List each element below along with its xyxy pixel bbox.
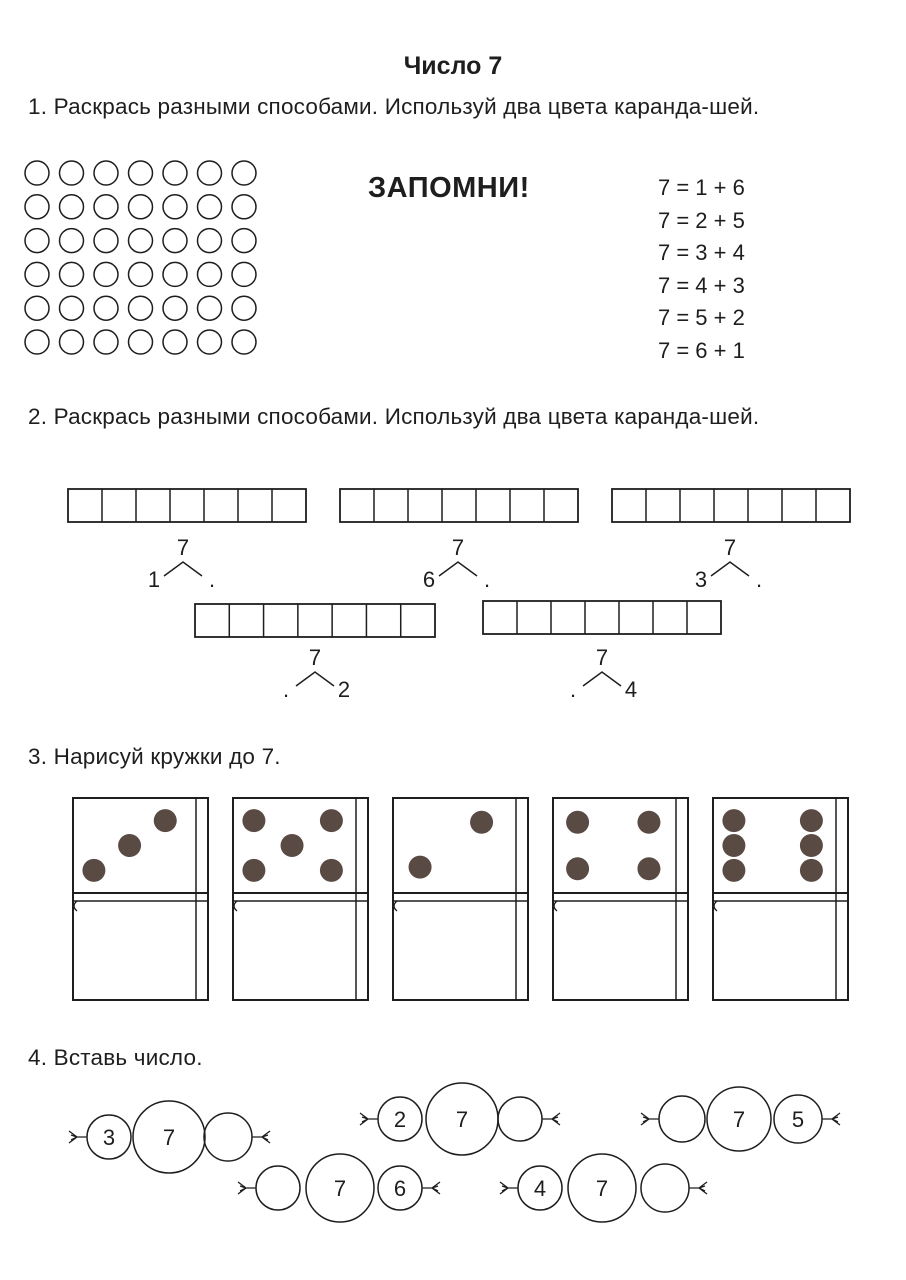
number-strip bbox=[340, 489, 578, 592]
split-right-number: . bbox=[208, 567, 216, 592]
grid-circle bbox=[198, 330, 222, 354]
grid-circle bbox=[60, 262, 84, 286]
grid-circle bbox=[60, 195, 84, 219]
grid-circle bbox=[25, 296, 49, 320]
bead-number: 7 bbox=[595, 1176, 609, 1201]
domino-notch bbox=[394, 901, 397, 911]
chain-knot-left bbox=[69, 1131, 87, 1143]
grid-circle bbox=[232, 262, 256, 286]
bead-number: 7 bbox=[333, 1176, 347, 1201]
chain-bead bbox=[659, 1096, 705, 1142]
grid-circle bbox=[129, 262, 153, 286]
chain-bead bbox=[256, 1166, 300, 1210]
chain-knot-left bbox=[500, 1182, 518, 1194]
strip-frame bbox=[68, 489, 306, 522]
domino-pip bbox=[470, 811, 493, 834]
split-branch bbox=[711, 562, 749, 576]
chain-knot-right bbox=[252, 1131, 270, 1143]
domino-pip bbox=[637, 857, 660, 880]
grid-circle bbox=[94, 296, 118, 320]
strip-frame bbox=[340, 489, 578, 522]
bead-number: 3 bbox=[102, 1125, 116, 1150]
fact-6: 7 = 6 + 1 bbox=[658, 337, 745, 363]
domino-pip bbox=[242, 859, 265, 882]
split-right-number: 4 bbox=[624, 677, 638, 702]
grid-circle bbox=[60, 161, 84, 185]
domino bbox=[73, 798, 208, 1000]
bead-number: 7 bbox=[162, 1125, 176, 1150]
bead-chain bbox=[500, 1154, 707, 1222]
domino-pip bbox=[320, 809, 343, 832]
bead-number: 6 bbox=[393, 1176, 407, 1201]
grid-circle bbox=[94, 330, 118, 354]
domino-pip bbox=[722, 859, 745, 882]
page-title: Число 7 bbox=[403, 52, 503, 80]
domino-pip bbox=[566, 857, 589, 880]
grid-circle bbox=[198, 161, 222, 185]
domino-pip bbox=[281, 834, 304, 857]
number-strip bbox=[483, 601, 721, 702]
split-left-number: 1 bbox=[147, 567, 161, 592]
split-left-number: 6 bbox=[422, 567, 436, 592]
fact-4: 7 = 4 + 3 bbox=[658, 272, 745, 298]
grid-circle bbox=[232, 195, 256, 219]
grid-circle bbox=[163, 296, 187, 320]
split-right-number: 2 bbox=[337, 677, 351, 702]
remember-label: ЗАПОМНИ! bbox=[368, 172, 530, 204]
split-left-number: . bbox=[569, 677, 577, 702]
grid-circle bbox=[129, 161, 153, 185]
split-top-number: 7 bbox=[595, 645, 609, 670]
chain-bead bbox=[641, 1164, 689, 1212]
split-top-number: 7 bbox=[723, 535, 737, 560]
grid-circle bbox=[94, 195, 118, 219]
grid-circle bbox=[25, 229, 49, 253]
bead-chain bbox=[238, 1154, 440, 1222]
grid-circle bbox=[94, 229, 118, 253]
grid-circle bbox=[60, 229, 84, 253]
bead-chain bbox=[360, 1083, 560, 1155]
split-left-number: 3 bbox=[694, 567, 708, 592]
grid-circle bbox=[232, 330, 256, 354]
split-branch bbox=[296, 672, 334, 686]
split-left-number: . bbox=[282, 677, 290, 702]
chain-knot-right bbox=[689, 1182, 707, 1194]
split-top-number: 7 bbox=[308, 645, 322, 670]
chain-knot-right bbox=[422, 1182, 440, 1194]
domino-pip bbox=[409, 856, 432, 879]
domino bbox=[393, 798, 528, 1000]
grid-circle bbox=[25, 330, 49, 354]
grid-circle bbox=[163, 330, 187, 354]
domino-pip bbox=[242, 809, 265, 832]
domino-notch bbox=[234, 901, 237, 911]
chain-knot-left bbox=[238, 1182, 256, 1194]
domino-notch bbox=[554, 901, 557, 911]
domino-pip bbox=[800, 859, 823, 882]
grid-circle bbox=[198, 195, 222, 219]
grid-circle bbox=[163, 195, 187, 219]
domino bbox=[553, 798, 688, 1000]
grid-circle bbox=[129, 195, 153, 219]
fact-1: 7 = 1 + 6 bbox=[658, 175, 745, 200]
grid-circle bbox=[163, 161, 187, 185]
domino bbox=[233, 798, 368, 1000]
fact-3: 7 = 3 + 4 bbox=[658, 240, 745, 265]
domino-frame bbox=[73, 798, 208, 1000]
chain-bead bbox=[498, 1097, 542, 1141]
strip-frame bbox=[483, 601, 721, 634]
circle-grid bbox=[25, 161, 256, 354]
chain-bead bbox=[204, 1113, 252, 1161]
task-4-instruction: 4. Вставь число. bbox=[28, 1045, 203, 1070]
chain-knot-left bbox=[360, 1113, 378, 1125]
split-branch bbox=[583, 672, 621, 686]
domino bbox=[713, 798, 848, 1000]
bead-number: 5 bbox=[791, 1107, 805, 1132]
bead-number: 7 bbox=[732, 1107, 746, 1132]
grid-circle bbox=[198, 296, 222, 320]
grid-circle bbox=[232, 296, 256, 320]
fact-2: 7 = 2 + 5 bbox=[658, 207, 745, 233]
chain-knot-right bbox=[542, 1113, 560, 1125]
grid-circle bbox=[25, 161, 49, 185]
grid-circle bbox=[129, 296, 153, 320]
fact-5: 7 = 5 + 2 bbox=[658, 305, 745, 330]
grid-circle bbox=[60, 330, 84, 354]
strip-frame bbox=[612, 489, 850, 522]
grid-circle bbox=[60, 296, 84, 320]
domino-frame bbox=[393, 798, 528, 1000]
grid-circle bbox=[94, 262, 118, 286]
split-branch bbox=[439, 562, 477, 576]
number-strip bbox=[68, 489, 306, 592]
task-2-instruction: 2. Раскрась разными способами. Используй два цвета каранда-шей. bbox=[28, 404, 760, 429]
bead-number: 7 bbox=[455, 1107, 469, 1132]
chain-knot-left bbox=[641, 1113, 659, 1125]
domino-pip bbox=[800, 809, 823, 832]
grid-circle bbox=[198, 262, 222, 286]
grid-circle bbox=[129, 330, 153, 354]
grid-circle bbox=[232, 229, 256, 253]
domino-pip bbox=[722, 809, 745, 832]
grid-circle bbox=[163, 262, 187, 286]
domino-notch bbox=[74, 901, 77, 911]
split-branch bbox=[164, 562, 202, 576]
grid-circle bbox=[25, 262, 49, 286]
bead-chain bbox=[641, 1087, 840, 1151]
split-right-number: . bbox=[755, 567, 763, 592]
task-1-instruction: 1. Раскрась разными способами. Используй два цвета каранда-шей. bbox=[28, 94, 760, 119]
grid-circle bbox=[94, 161, 118, 185]
grid-circle bbox=[25, 195, 49, 219]
split-right-number: . bbox=[483, 567, 491, 592]
domino-pip bbox=[566, 811, 589, 834]
split-top-number: 7 bbox=[176, 535, 190, 560]
domino-pip bbox=[320, 859, 343, 882]
task-3-instruction: 3. Нарисуй кружки до 7. bbox=[28, 744, 281, 769]
domino-pip bbox=[637, 811, 660, 834]
grid-circle bbox=[129, 229, 153, 253]
strip-frame bbox=[195, 604, 435, 637]
domino-pip bbox=[722, 834, 745, 857]
domino-pip bbox=[118, 834, 141, 857]
domino-pip bbox=[800, 834, 823, 857]
grid-circle bbox=[232, 161, 256, 185]
bead-chain bbox=[69, 1101, 270, 1173]
grid-circle bbox=[198, 229, 222, 253]
domino-pip bbox=[82, 859, 105, 882]
number-strip bbox=[195, 604, 435, 702]
domino-pip bbox=[154, 809, 177, 832]
chain-knot-right bbox=[822, 1113, 840, 1125]
bead-number: 2 bbox=[393, 1107, 407, 1132]
number-strip bbox=[612, 489, 850, 592]
bead-number: 4 bbox=[533, 1176, 547, 1201]
grid-circle bbox=[163, 229, 187, 253]
split-top-number: 7 bbox=[451, 535, 465, 560]
domino-notch bbox=[714, 901, 717, 911]
